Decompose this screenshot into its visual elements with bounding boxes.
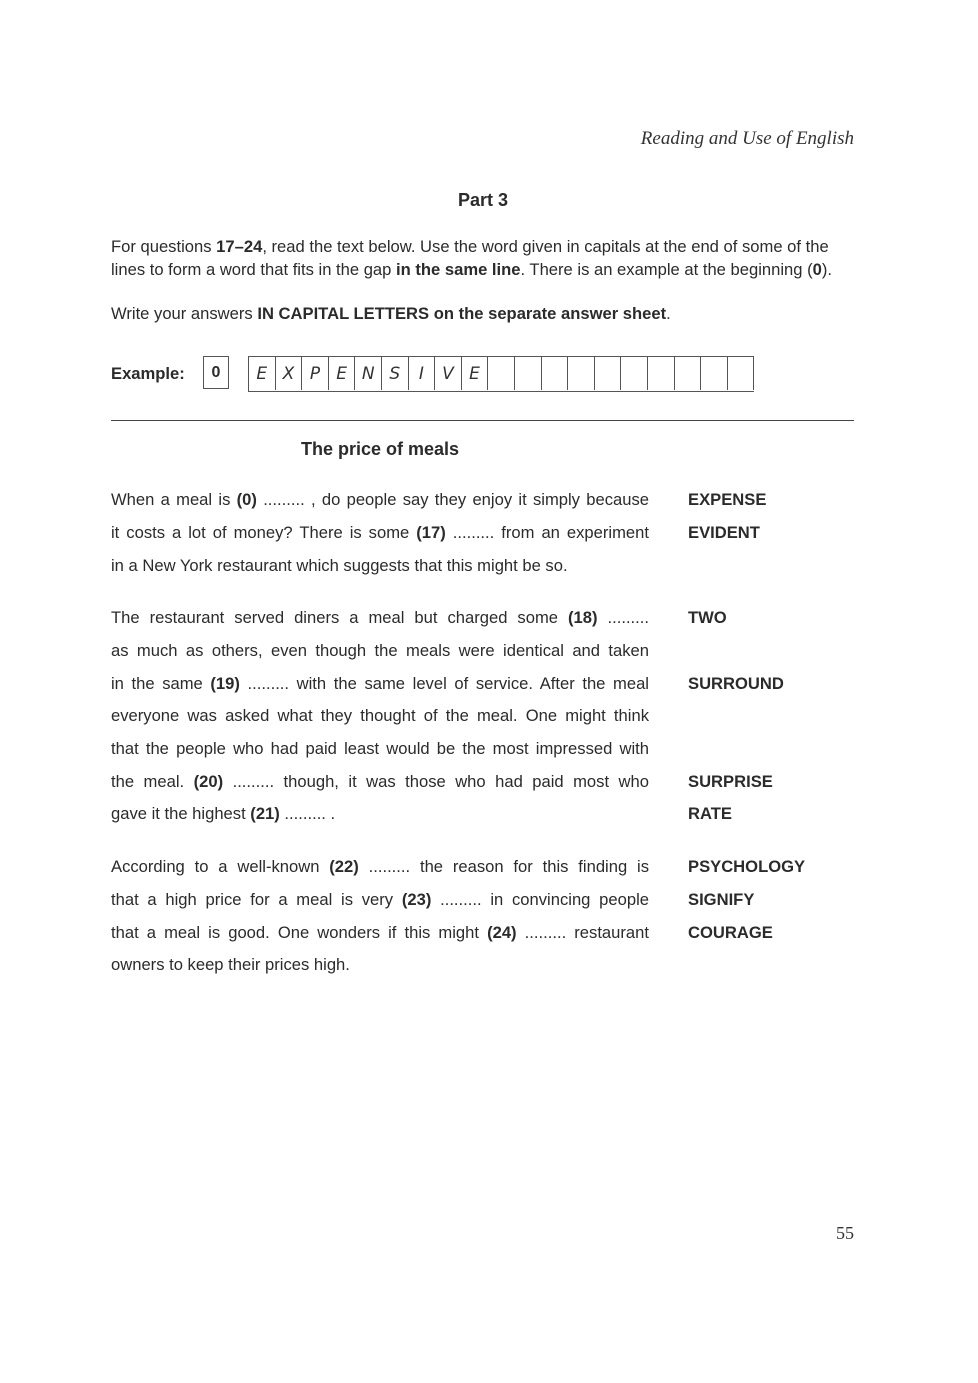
- stem-word: TWO: [688, 608, 727, 628]
- text-line: [111, 733, 856, 766]
- line-text: [111, 804, 649, 824]
- line-text: [111, 923, 649, 943]
- stem-word: SURROUND: [688, 673, 784, 693]
- example-answer-boxes: [248, 356, 754, 392]
- answer-instructions-text: .: [666, 304, 671, 323]
- example-number-box: 0: [203, 356, 229, 389]
- line-text: [111, 955, 649, 975]
- line-fragment: When a meal is: [111, 490, 237, 510]
- line-fragment: ......... though, it was those who had paid most who: [223, 771, 649, 791]
- example-letter-box: [675, 357, 702, 390]
- text-line: [111, 949, 856, 982]
- example-letter-box: [595, 357, 622, 390]
- text-paragraph: [111, 602, 856, 831]
- line-fragment: the meal.: [111, 771, 194, 791]
- example-label: Example:: [111, 364, 185, 383]
- example-letter-box: I: [409, 357, 436, 390]
- instructions-question-range: 17–24: [216, 237, 263, 256]
- example-letter-box: [701, 357, 728, 390]
- line-fragment: .........: [597, 608, 649, 628]
- answer-instructions-text: Write your answers: [111, 304, 258, 323]
- text-line: [111, 700, 856, 733]
- gap-number: (21): [250, 804, 280, 824]
- text-line: [111, 851, 856, 884]
- line-text: [111, 523, 649, 543]
- line-text: [111, 857, 649, 877]
- example-letter-box: E: [249, 357, 276, 390]
- line-fragment: in the same: [111, 673, 211, 693]
- line-fragment: ......... the reason for this finding is: [358, 857, 650, 877]
- line-fragment: According to a well-known: [111, 857, 330, 877]
- line-fragment: ......... with the same level of service. After the meal: [239, 673, 649, 693]
- text-line: [111, 517, 856, 550]
- example-letter-box: [515, 357, 542, 390]
- line-fragment: ......... , do people say they enjoy it simply because: [256, 490, 649, 510]
- example-letter-box: [568, 357, 595, 390]
- answer-instructions: [111, 302, 856, 325]
- line-fragment: everyone was asked what they thought of the meal. One might think: [111, 706, 649, 726]
- line-fragment: ......... .: [279, 804, 336, 824]
- line-text: [111, 706, 649, 726]
- page-number: 55: [836, 1223, 854, 1243]
- stem-word: SURPRISE: [688, 771, 773, 791]
- text-paragraph: [111, 851, 856, 982]
- example-letter-box: [728, 357, 755, 390]
- running-header: Reading and Use of English: [640, 128, 854, 149]
- text-line: [111, 798, 856, 831]
- answer-instructions-emphasis: IN CAPITAL LETTERS on the separate answer sheet: [257, 304, 667, 323]
- gap-number: (18): [568, 608, 598, 628]
- example-letter-box: E: [329, 357, 356, 390]
- line-text: [111, 674, 649, 694]
- line-text: [111, 608, 649, 628]
- stem-word: RATE: [688, 804, 732, 824]
- line-fragment: that a high price for a meal is very: [111, 890, 402, 910]
- text-line: [111, 884, 856, 917]
- part-title: Part 3: [457, 190, 509, 210]
- gap-number: (19): [210, 673, 240, 693]
- line-fragment: owners to keep their prices high.: [111, 955, 350, 975]
- text-line: [111, 635, 856, 668]
- example-letter-box: V: [435, 357, 462, 390]
- instructions-paragraph: [111, 235, 856, 281]
- instructions-example-ref: 0: [812, 260, 822, 279]
- example-letter-box: [542, 357, 569, 390]
- gap-number: (23): [401, 890, 432, 910]
- text-line: [111, 916, 856, 949]
- text-line: [111, 765, 856, 798]
- stem-word: PSYCHOLOGY: [688, 857, 806, 877]
- line-fragment: ......... restaurant: [516, 922, 649, 942]
- text-title: The price of meals: [301, 439, 460, 459]
- stem-word: SIGNIFY: [688, 890, 755, 910]
- line-text: [111, 641, 649, 661]
- line-fragment: that the people who had paid least would be the most impressed with: [111, 739, 649, 759]
- example-letter-box: [648, 357, 675, 390]
- example-letter-box: S: [382, 357, 409, 390]
- line-text: [111, 739, 649, 759]
- line-fragment: it costs a lot of money? There is some: [111, 523, 417, 543]
- example-letter-box: P: [302, 357, 329, 390]
- stem-word: EXPENSE: [688, 490, 767, 510]
- text-paragraph: [111, 484, 856, 582]
- stem-word: COURAGE: [688, 922, 773, 942]
- example-letter-box: N: [355, 357, 382, 390]
- example-letter-box: [488, 357, 515, 390]
- line-text: [111, 890, 649, 910]
- text-line: [111, 484, 856, 517]
- instructions-text: , read the text below. Use the word given in capitals at the end of some of the lines to form a word that fits in the gap: [111, 237, 829, 279]
- instructions-text: For questions: [111, 237, 217, 256]
- line-fragment: ......... from an experiment: [445, 523, 649, 543]
- example-letter-box: E: [462, 357, 489, 390]
- line-fragment: gave it the highest: [111, 804, 251, 824]
- gap-number: (24): [487, 922, 517, 942]
- example-letter-box: [621, 357, 648, 390]
- gap-number: (0): [236, 490, 257, 510]
- line-fragment: in a New York restaurant which suggests that this might be so.: [111, 555, 568, 575]
- divider: [111, 420, 854, 421]
- gap-number: (20): [193, 771, 224, 791]
- instructions-emphasis: in the same line: [396, 260, 521, 279]
- instructions-text: . There is an example at the beginning (: [520, 260, 813, 279]
- line-text: [111, 556, 649, 576]
- gap-number: (17): [416, 523, 446, 543]
- gap-number: (22): [329, 857, 359, 877]
- text-line: [111, 549, 856, 582]
- text-line: [111, 602, 856, 635]
- line-fragment: ......... in convincing people: [431, 890, 649, 910]
- line-text: [111, 490, 649, 510]
- line-text: [111, 772, 649, 792]
- text-line: [111, 667, 856, 700]
- stem-word: EVIDENT: [688, 523, 760, 543]
- line-fragment: The restaurant served diners a meal but charged some: [111, 608, 568, 628]
- example-letter-box: X: [276, 357, 303, 390]
- line-fragment: that a meal is good. One wonders if this might: [111, 922, 488, 942]
- line-fragment: as much as others, even though the meals were identical and taken: [111, 641, 649, 661]
- instructions-text: ).: [821, 260, 832, 279]
